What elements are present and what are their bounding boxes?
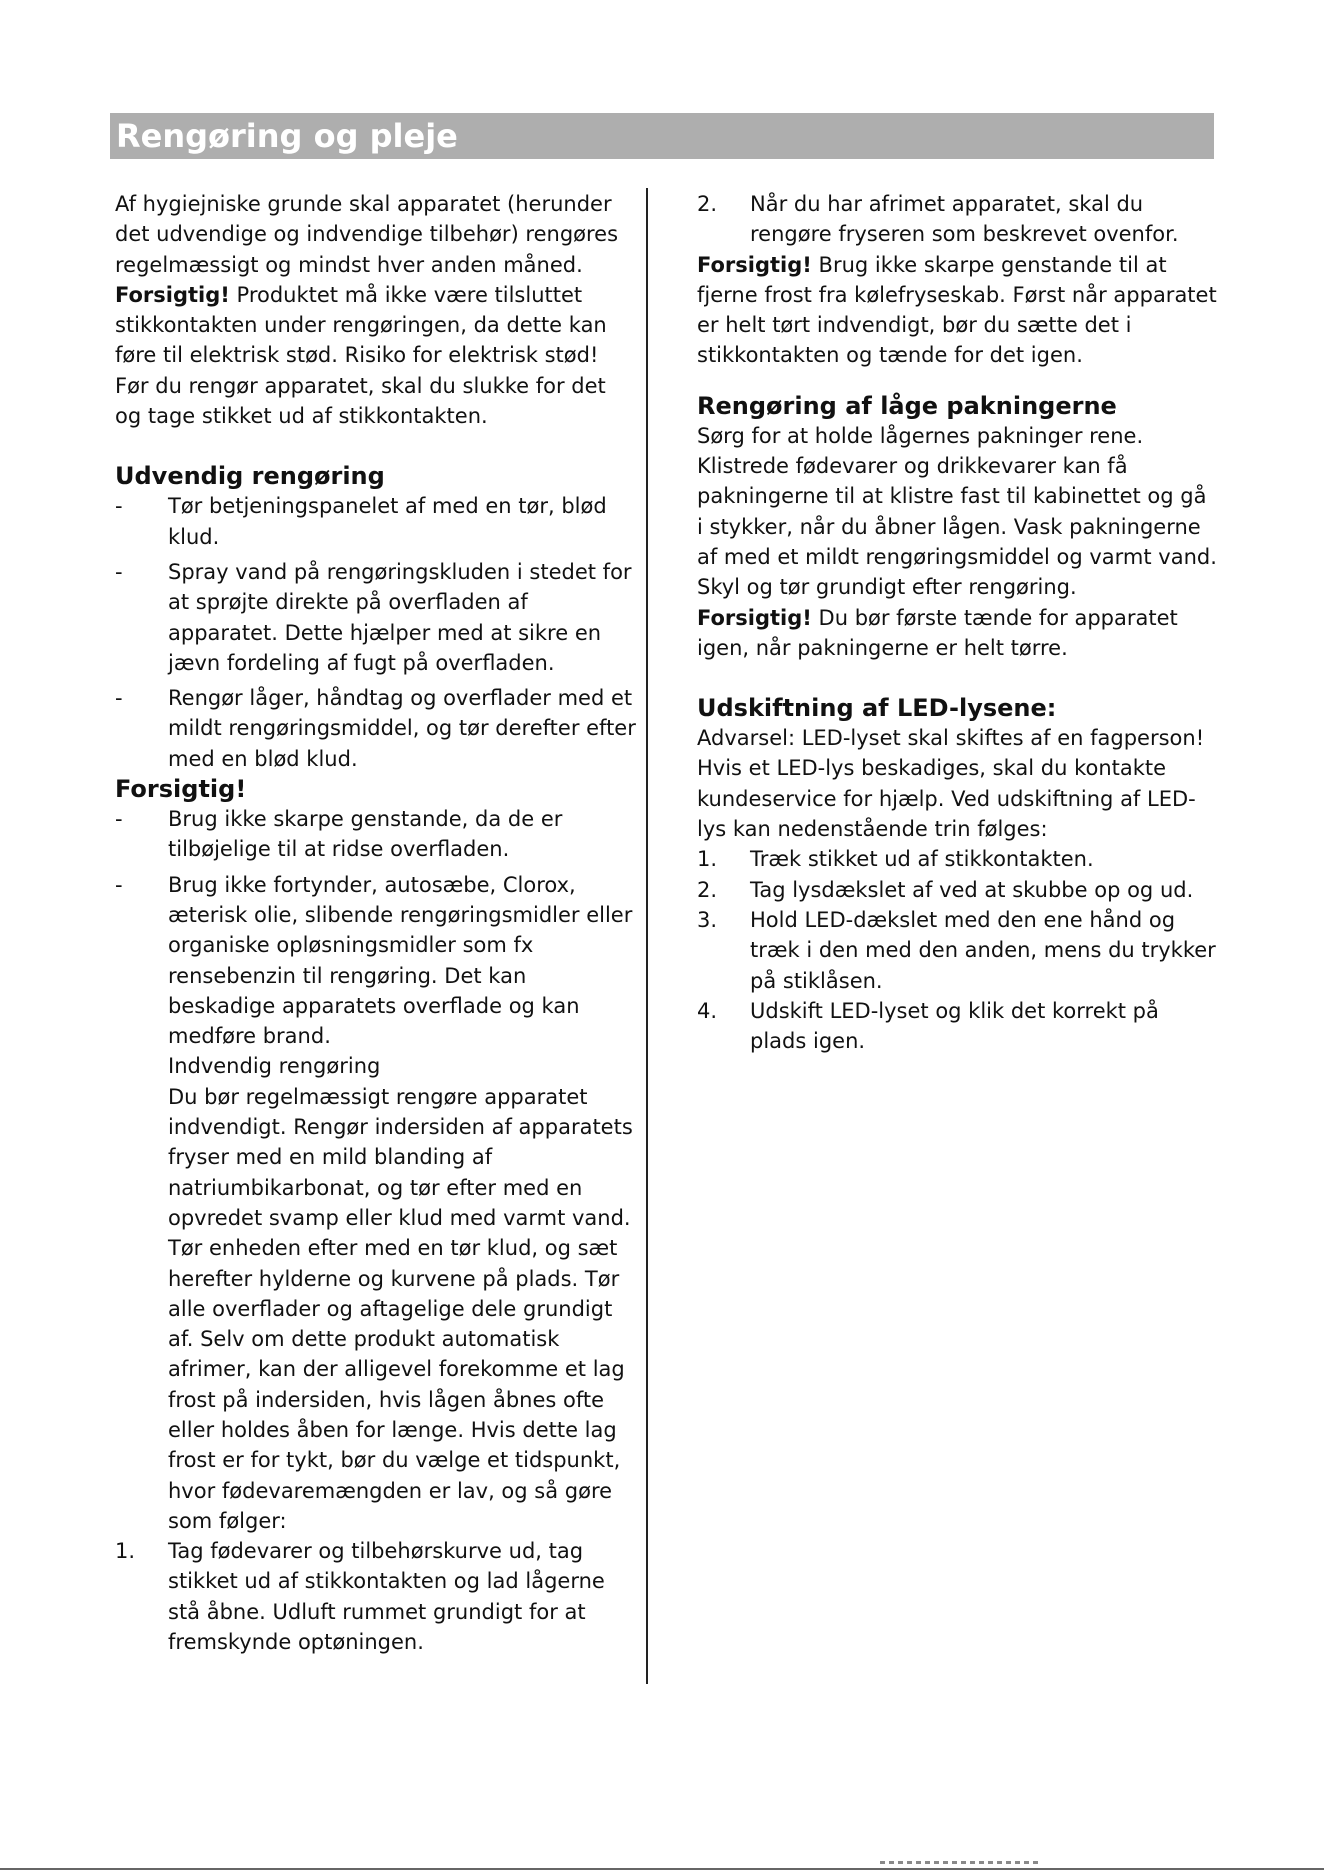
step-text: Hold LED-dækslet med den ene hånd og træk i den med den anden, mens du trykker på stiklåsen. [750, 907, 1216, 993]
bullet-marker: - [115, 872, 123, 897]
intro-paragraph: Af hygiejniske grunde skal apparatet (herunder det udvendige og indvendige tilbehør) rengøres regelmæssigt og mindst hver anden måned. [115, 192, 619, 277]
section-heading-forsigtig: Forsigtig! [115, 775, 247, 804]
step-number: 1. [697, 847, 718, 872]
step-text: Træk stikket ud af stikkontakten. [750, 847, 1094, 872]
right-column [697, 189, 1217, 1056]
step-number: 2. [697, 192, 718, 216]
step-text: Udskift LED-lyset og klik det korrekt på plads igen. [750, 998, 1159, 1054]
warning-paragraph [697, 250, 1217, 371]
step-text: Når du har afrimet apparatet, skal du rengøre fryseren som beskrevet ovenfor. [750, 192, 1179, 247]
step-number: 2. [697, 877, 718, 902]
warning-label: Forsigtig! [697, 605, 812, 630]
list-item-text: Rengør låger, håndtag og overflader med et mildt rengøringsmiddel, og tør derefter efter med en blød klud. [168, 686, 636, 771]
step-number: 4. [697, 998, 718, 1023]
bullet-marker: - [115, 807, 123, 832]
column-divider [646, 188, 648, 1684]
warning-label: Forsigtig! [115, 282, 230, 307]
list-item-text: Tør betjeningspanelet af med en tør, blød klud. [168, 494, 607, 549]
section-heading-pakninger: Rengøring af låge pakningerne [697, 391, 1117, 420]
warning-text: Du bør første tænde for apparatet igen, når pakningerne er helt tørre. [697, 605, 1178, 660]
bullet-marker: - [115, 494, 123, 519]
section-heading-udvendig: Udvendig rengøring [115, 462, 385, 491]
indoor-cleaning-title: Indvendig rengøring [168, 1054, 381, 1079]
list-item [115, 804, 638, 865]
numbered-step [697, 996, 1217, 1057]
list-item [115, 557, 638, 678]
list-item-text: Spray vand på rengøringskluden i stedet for at sprøjte direkte på overfladen af apparatet. Dette hjælper med at sikre en jævn fordeling af fugt på overfladen. [168, 559, 632, 675]
step-number: 3. [697, 907, 718, 932]
warning-text: Brug ikke skarpe genstande til at fjerne frost fra kølefryseskab. Først når apparatet er helt tørt indvendigt, bør du sætte det i stikkontakten og tænde for det igen. [697, 252, 1217, 368]
page-title: Rengøring og pleje [116, 117, 458, 155]
warning-label: Forsigtig! [697, 252, 812, 277]
list-item [115, 683, 638, 774]
warning-paragraph [115, 280, 638, 431]
step-text: Tag fødevarer og tilbehørskurve ud, tag stikket ud af stikkontakten og lad lågerne stå åbne. Udluft rummet grundigt for at fremskynde optøningen. [168, 1539, 605, 1655]
step-text: Tag lysdækslet af ved at skubbe op og ud. [750, 877, 1194, 902]
footer-mark [880, 1861, 1040, 1864]
list-item-text: Brug ikke skarpe genstande, da de er tilbøjelige til at ridse overfladen. [168, 807, 563, 862]
list-item [115, 491, 638, 552]
page-bottom-edge [0, 1868, 1324, 1870]
bullet-marker: - [115, 686, 123, 711]
left-column [115, 189, 638, 1657]
indoor-cleaning-text: Du bør regelmæssigt rengøre apparatet indvendigt. Rengør indersiden af apparatets fryser med en mild blanding af natriumbikarbonat, og tør efter med en opvredet svamp eller klud med varmt vand. Tør enheden efter med en tør klud, og sæt herefter hylderne og kurvene på plads. Tør alle overflader og aftagelige dele grundigt af. Selv om dette produkt automatisk afrimer, kan der alligevel forekomme et lag frost på indersiden, hvis lågen åbnes ofte eller holdes åben for længe. Hvis dette lag frost er for tykt, bør du vælge et tidspunkt, hvor fødevaremængden er lav, og så gøre som følger: [168, 1084, 633, 1533]
numbered-step [697, 875, 1217, 905]
numbered-step [115, 1536, 638, 1657]
led-replacement-text: Advarsel: LED-lyset skal skiftes af en fagperson! Hvis et LED-lys beskadiges, skal du kontakte kundeservice for hjælp. Ved udskiftning af LED-lys kan nedenstående trin følges: [697, 726, 1205, 842]
bullet-marker: - [115, 559, 123, 584]
gasket-cleaning-text: Sørg for at holde lågernes pakninger rene. Klistrede fødevarer og drikkevarer kan få pakningerne til at klistre fast til kabinettet og gå i stykker, når du åbner lågen. Vask pakningerne af med et mildt rengøringsmiddel og varmt vand. Skyl og tør grundigt efter rengøring. [697, 423, 1217, 600]
numbered-step [697, 905, 1217, 996]
section-heading-led: Udskiftning af LED-lysene: [697, 694, 1057, 723]
numbered-step [697, 844, 1217, 874]
step-number: 1. [115, 1539, 136, 1564]
list-item-text: Brug ikke fortynder, autosæbe, Clorox, æterisk olie, slibende rengøringsmidler eller organiske opløsningsmidler som fx rensebenzin til rengøring. Det kan beskadige apparatets overflade og kan medføre brand. [168, 872, 633, 1049]
numbered-step [697, 189, 1217, 250]
list-item [115, 870, 638, 1052]
warning-paragraph [697, 603, 1217, 664]
section-banner [110, 113, 1214, 159]
warning-text: Produktet må ikke være tilsluttet stikkontakten under rengøringen, da dette kan føre til elektrisk stød. Risiko for elektrisk stød! Før du rengør apparatet, skal du slukke for det og tage stikket ud af stikkontakten. [115, 282, 607, 429]
